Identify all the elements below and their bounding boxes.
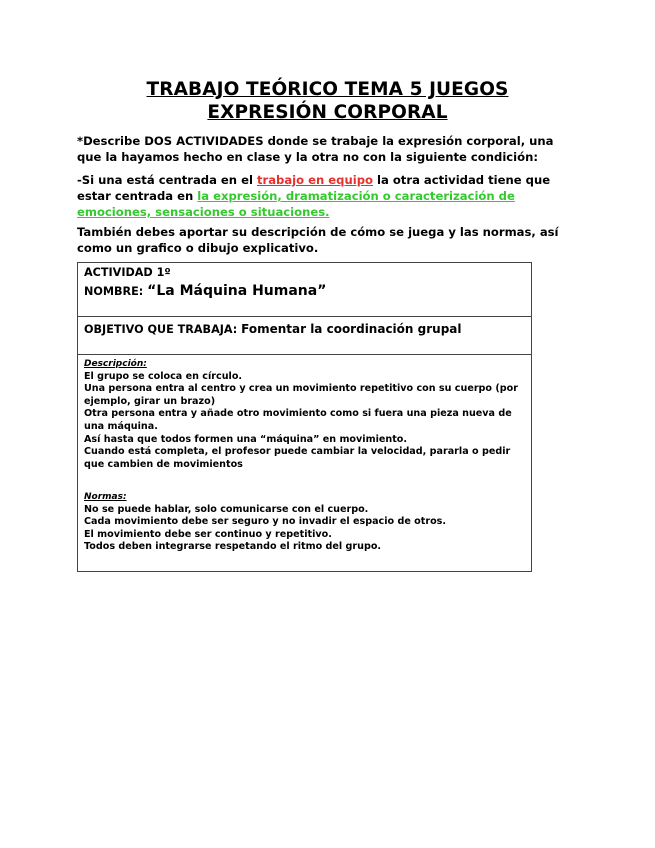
rule-line: Todos deben integrarse respetando el ritmo del grupo.	[84, 541, 382, 553]
instruction-text: -Si una está centrada en el	[77, 173, 257, 187]
instruction-paragraph-1: *Describe DOS ACTIVIDADES donde se trabaje la expresión corporal, una que la hayamos hecho en clase y la otra no con la siguiente condición:	[77, 134, 554, 164]
description-line: Cuando está completa, el profesor puede cambiar la velocidad, pararla o pedir que cambien de movimientos	[84, 446, 511, 470]
description-section	[84, 358, 526, 471]
activity-name	[84, 283, 326, 299]
highlight-expression: la expresión, dramatización o caracterización de emociones, sensaciones o situaciones.	[77, 189, 515, 219]
description-line: Una persona entra al centro y crea un movimiento repetitivo con su cuerpo (por ejemplo, girar un brazo)	[84, 383, 518, 407]
instruction-text: la otra actividad tiene que estar centrada en	[77, 173, 551, 203]
description-label: Descripción:	[84, 359, 147, 369]
description-line: Así hasta que todos formen una “máquina” en movimiento.	[84, 433, 408, 445]
activity-label: ACTIVIDAD 1º	[84, 266, 171, 279]
objective-value: Fomentar la coordinación grupal	[241, 322, 462, 336]
description-line: El grupo se coloca en círculo.	[84, 370, 243, 382]
objective	[84, 322, 462, 336]
description-row	[78, 355, 531, 571]
rule-line: Cada movimiento debe ser seguro y no invadir el espacio de otros.	[84, 516, 447, 528]
objective-label: OBJETIVO QUE TRABAJA:	[84, 323, 242, 336]
name-label: NOMBRE:	[84, 285, 148, 298]
activity-table	[77, 262, 532, 572]
objective-row	[78, 317, 531, 355]
instruction-paragraph-3: También debes aportar su descripción de cómo se juega y las normas, así como un grafico o dibujo explicativo.	[77, 225, 559, 255]
document-title-line-1: TRABAJO TEÓRICO TEMA 5 JUEGOS	[146, 79, 509, 100]
rules-section	[84, 491, 526, 554]
highlight-teamwork: trabajo en equipo	[256, 173, 373, 187]
rules-label: Normas:	[84, 492, 127, 502]
rule-line: El movimiento debe ser continuo y repetitivo.	[84, 528, 332, 540]
document-title-line-2: EXPRESIÓN CORPORAL	[207, 102, 448, 123]
name-value: “La Máquina Humana”	[147, 283, 327, 299]
rule-line: No se puede hablar, solo comunicarse con el cuerpo.	[84, 503, 369, 515]
instruction-paragraph-2	[77, 172, 577, 220]
description-line: Otra persona entra y añade otro movimiento como si fuera una pieza nueva de una máquina.	[84, 408, 512, 432]
activity-header-row	[78, 263, 531, 317]
